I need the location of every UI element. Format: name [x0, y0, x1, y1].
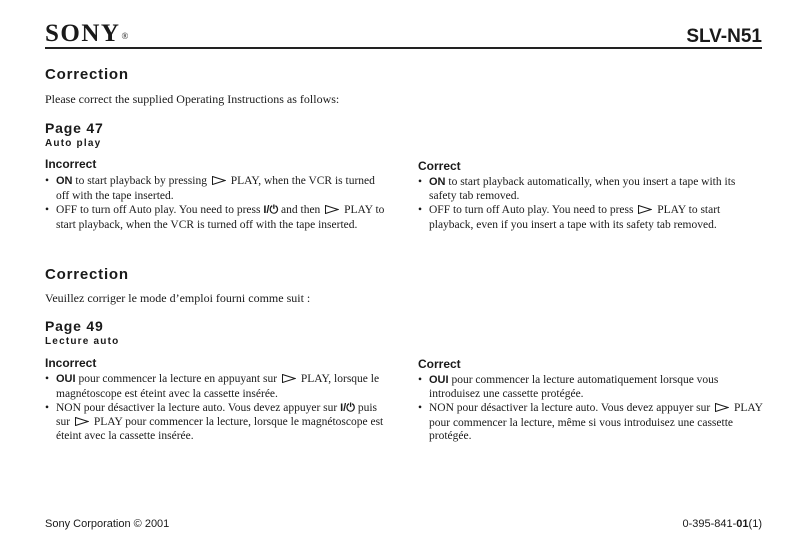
- correct-list-en: [418, 176, 763, 233]
- correct-title-fr: Correct: [418, 357, 461, 371]
- list-item: • NON pour désactiver la lecture auto. Vous devez appuyer sur PLAY pour commencer la lecture, même si vous introduisez une cassette protégée.: [418, 402, 763, 444]
- page-number-en: Page 47: [45, 120, 104, 136]
- play-icon: [282, 374, 296, 388]
- list-item: • OUI pour commencer la lecture automatiquement lorsque vous introduisez une cassette protégée.: [418, 374, 763, 401]
- list-item: • OUI pour commencer la lecture en appuyant sur PLAY, lorsque le magnétoscope est éteint avec la cassette insérée.: [45, 373, 390, 401]
- incorrect-list-fr: [45, 373, 390, 445]
- play-icon: [715, 403, 729, 417]
- play-icon: [325, 205, 339, 219]
- incorrect-list-en: [45, 175, 390, 233]
- list-item: • NON pour désactiver la lecture auto. Vous devez appuyer sur I/⏻ puis sur PLAY pour commencer la lecture, lorsque le magnétoscope est éteint avec la cassette insérée.: [45, 402, 390, 444]
- header-rule: [45, 47, 762, 49]
- subheading-en: Auto play: [45, 138, 102, 149]
- list-item: • ON to start playback automatically, when you insert a tape with its safety tab removed.: [418, 176, 763, 203]
- play-icon: [212, 176, 226, 190]
- incorrect-title-fr: Incorrect: [45, 356, 97, 370]
- incorrect-title-en: Incorrect: [45, 157, 97, 171]
- list-item: • OFF to turn off Auto play. You need to press PLAY to start playback, even if you insert a tape with its safety tab removed.: [418, 204, 763, 232]
- correct-list-fr: [418, 374, 763, 445]
- section-heading-en: Correction: [45, 66, 129, 83]
- document-code: 0-395-841-01(1): [682, 518, 762, 530]
- list-item: • OFF to turn off Auto play. You need to press I/⏻ and then PLAY to start playback, when the VCR is turned off with the tape inserted.: [45, 204, 390, 232]
- play-icon: [638, 205, 652, 219]
- correct-title-en: Correct: [418, 159, 461, 173]
- page-number-fr: Page 49: [45, 318, 104, 334]
- power-icon: I/⏻: [340, 402, 355, 414]
- section-heading-fr: Correction: [45, 266, 129, 283]
- model-number: SLV-N51: [686, 26, 762, 47]
- intro-text-fr: Veuillez corriger le mode d’emploi fourni comme suit :: [45, 291, 311, 305]
- subheading-fr: Lecture auto: [45, 336, 120, 347]
- copyright: Sony Corporation © 2001: [45, 518, 170, 530]
- list-item: • ON to start playback by pressing PLAY, when the VCR is turned off with the tape inserted.: [45, 175, 390, 203]
- sony-logo: SONY®: [45, 20, 129, 47]
- play-icon: [75, 417, 89, 431]
- intro-text-en: Please correct the supplied Operating Instructions as follows:: [45, 92, 340, 106]
- power-icon: I/⏻: [263, 204, 279, 216]
